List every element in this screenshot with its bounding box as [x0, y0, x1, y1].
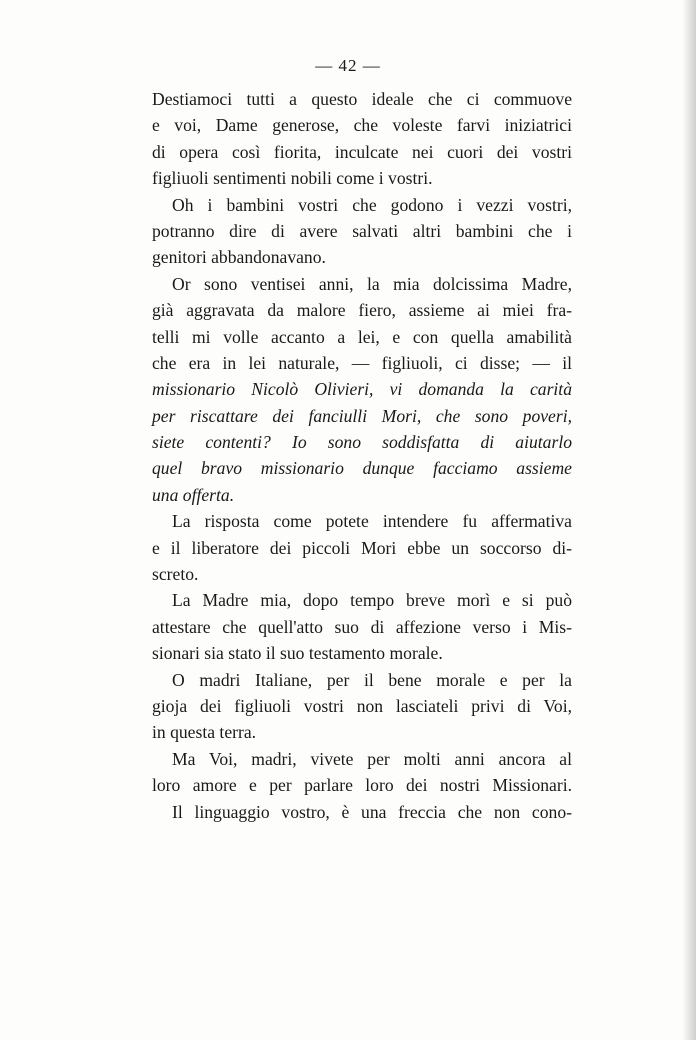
text-line: che era in lei naturale, — figliuoli, ci disse; — il — [152, 352, 572, 373]
text-line: Oh i bambini vostri che godono i vezzi vostri, — [172, 194, 572, 215]
text-line: gioja dei figliuoli vostri non lasciateli privi di Voi, — [152, 695, 572, 716]
text-line: La Madre mia, dopo tempo breve morì e si può — [172, 590, 572, 611]
text-line: già aggravata da malore fiero, assieme ai miei fra- — [152, 300, 572, 321]
text-line: sionari sia stato il suo testamento morale. — [152, 643, 443, 664]
text-line: e il liberatore dei piccoli Mori ebbe un soccorso di- — [152, 537, 572, 558]
text-line-italic: quel bravo missionario dunque facciamo assieme — [152, 458, 572, 479]
text-line: e voi, Dame generose, che voleste farvi iniziatrici — [152, 115, 572, 136]
text-line: Il linguaggio vostro, è una freccia che non cono- — [172, 801, 572, 822]
text-line: La risposta come potete intendere fu affermativa — [172, 511, 572, 532]
text-line: figliuoli sentimenti nobili come i vostri. — [152, 168, 433, 189]
text-line: Or sono ventisei anni, la mia dolcissima Madre, — [172, 273, 572, 294]
text-line-italic: siete contenti? Io sono soddisfatta di aiutarlo — [152, 432, 572, 453]
text-line: screto. — [152, 564, 199, 585]
text-line: potranno dire di avere salvati altri bambini che i — [152, 220, 572, 241]
page-edge-shadow — [682, 0, 696, 1040]
text-line: genitori abbandonavano. — [152, 247, 326, 268]
text-line: di opera così fiorita, inculcate nei cuori dei vostri — [152, 141, 572, 162]
text-line: in questa terra. — [152, 722, 257, 743]
text-line: telli mi volle accanto a lei, e con quella amabilità — [152, 326, 572, 347]
text-line: loro amore e per parlare loro dei nostri Missionari. — [152, 775, 572, 796]
text-line: attestare che quell'atto suo di affezione verso i Mis- — [152, 616, 572, 637]
text-line: Ma Voi, madri, vivete per molti anni ancora al — [172, 748, 572, 769]
text-line-italic: missionario Nicolò Olivieri, vi domanda la carità — [152, 379, 572, 400]
text-line: O madri Italiane, per il bene morale e per la — [172, 669, 572, 690]
text-line-italic: per riscattare dei fanciulli Mori, che sono poveri, — [152, 405, 572, 426]
text-line: Destiamoci tutti a questo ideale che ci commuove — [152, 89, 572, 109]
page-number: — 42 — — [315, 56, 381, 75]
text-line-italic: una offerta. — [152, 484, 235, 505]
body-text — [152, 86, 572, 825]
